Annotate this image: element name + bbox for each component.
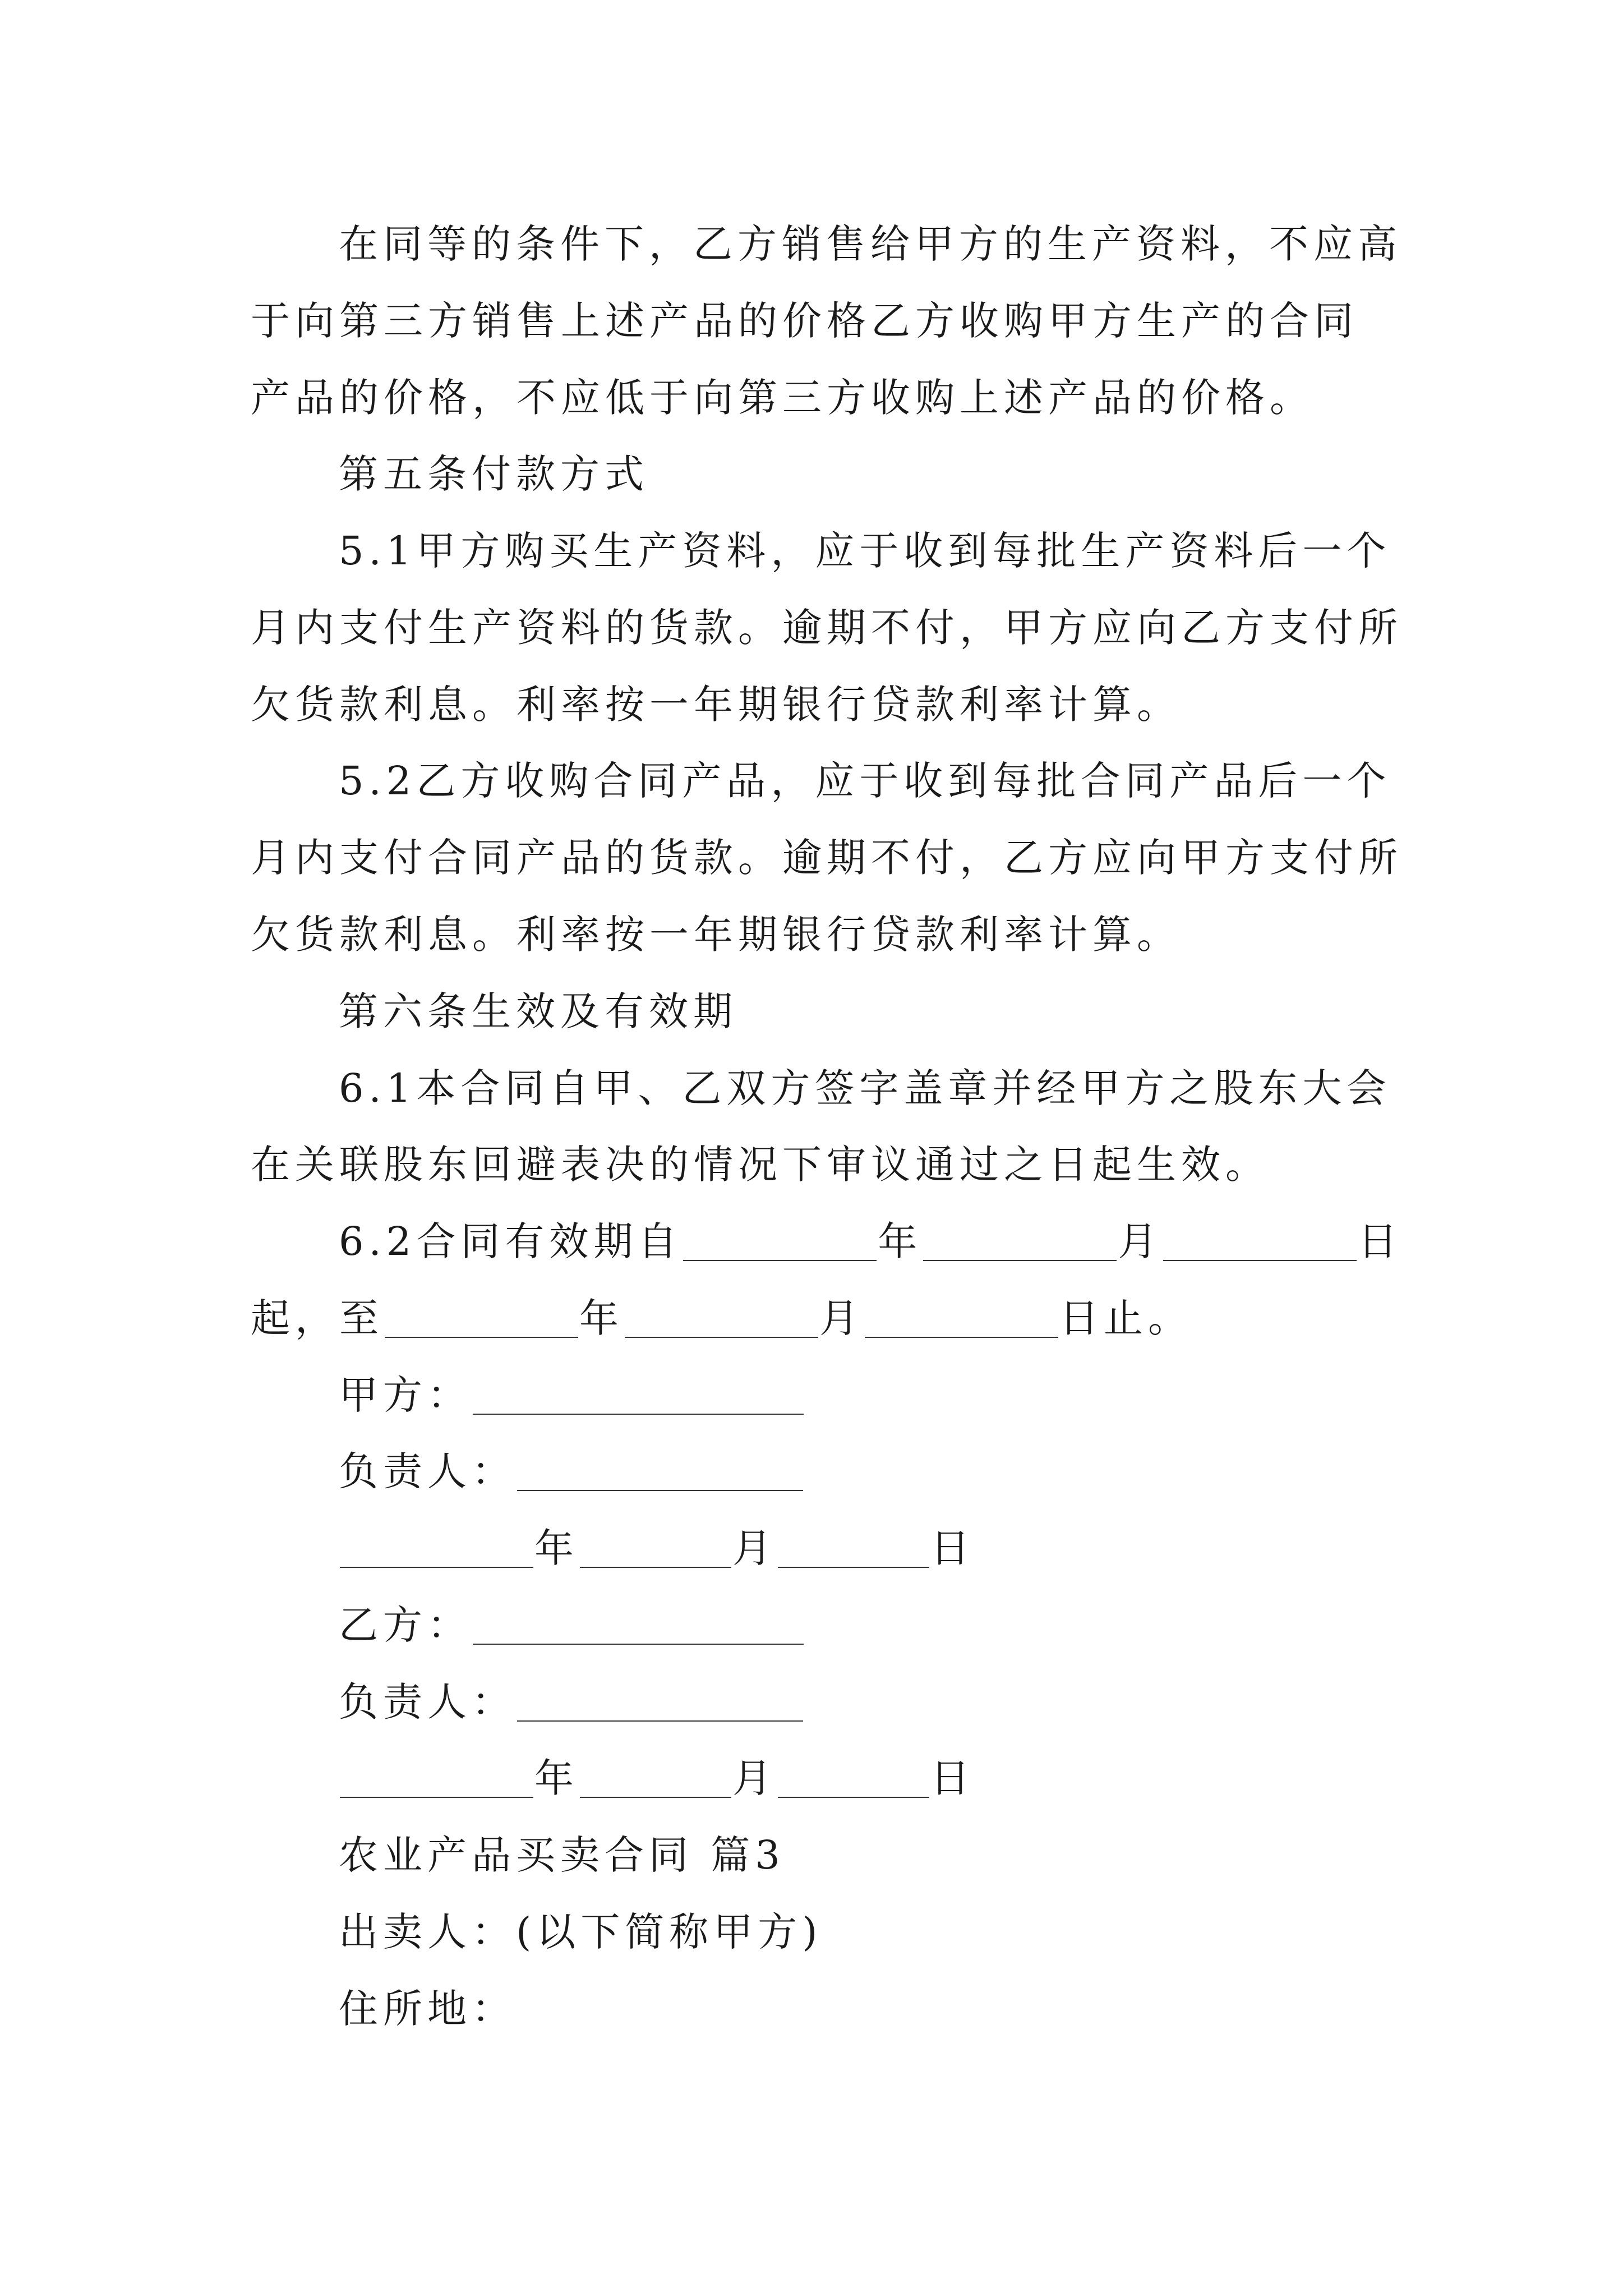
party-b-label: 乙方： [339,1602,472,1648]
start-year-label: 年 [878,1218,923,1264]
clause-6-2-prefix: 6.2合同有效期自 [339,1218,683,1264]
clause-5-1-line-1: 5.1甲方购买生产资料，应于收到每批生产资料后一个 [339,528,1391,574]
clause-5-1-line-3: 欠货款利息。利率按一年期银行贷款利率计算。 [251,682,1181,728]
clause-6-2-line-1 [339,1218,1403,1264]
clause-5-1-line-2: 月内支付生产资料的货款。逾期不付，甲方应向乙方支付所 [251,605,1403,651]
article-5-title: 第五条付款方式 [339,451,649,497]
end-day-blank [865,1302,1058,1338]
start-day-label: 日 [1358,1218,1403,1264]
party-b-date-line [339,1755,975,1801]
party-b-year-label: 年 [534,1755,579,1801]
clause-6-1-line-2: 在关联股东回避表决的情况下审议通过之日起生效。 [251,1142,1270,1188]
party-b-month-blank [580,1762,731,1798]
party-a-blank [473,1379,804,1415]
party-b-blank [473,1609,804,1645]
party-a-month-blank [580,1532,731,1568]
party-b-rep-blank [517,1686,803,1722]
party-a-month-label: 月 [732,1525,777,1571]
party-a-date-line [339,1525,975,1571]
party-b-year-blank [340,1762,533,1798]
party-b-rep-label: 负责人： [339,1679,516,1725]
party-a-year-blank [340,1532,533,1568]
party-b-signature-line [339,1602,805,1648]
party-a-year-label: 年 [534,1525,579,1571]
party-a-rep-label: 负责人： [339,1448,516,1494]
party-b-day-label: 日 [930,1755,975,1801]
party-b-rep-line [339,1679,804,1725]
start-day-blank [1163,1225,1357,1261]
start-month-blank [923,1225,1117,1261]
end-day-suffix: 日止。 [1059,1295,1192,1341]
start-year-blank [683,1225,877,1261]
paragraph-price-line-3: 产品的价格，不应低于向第三方收购上述产品的价格。 [251,375,1314,421]
clause-6-2-to: 起，至 [251,1295,384,1341]
end-month-label: 月 [819,1295,864,1341]
party-b-day-blank [778,1762,929,1798]
section-3-title: 农业产品买卖合同 篇3 [339,1832,785,1878]
clause-5-2-line-3: 欠货款利息。利率按一年期银行贷款利率计算。 [251,912,1181,958]
party-a-rep-line [339,1448,804,1494]
end-month-blank [625,1302,818,1338]
party-a-signature-line [339,1372,805,1418]
clause-6-2-line-2 [251,1295,1192,1341]
article-6-title: 第六条生效及有效期 [339,988,737,1034]
start-month-label: 月 [1118,1218,1163,1264]
party-a-day-label: 日 [930,1525,975,1571]
end-year-blank [385,1302,578,1338]
clause-5-2-line-2: 月内支付合同产品的货款。逾期不付，乙方应向甲方支付所 [251,835,1403,881]
paragraph-price-line-1: 在同等的条件下，乙方销售给甲方的生产资料，不应高 [339,221,1402,267]
party-a-label: 甲方： [339,1372,472,1418]
clause-5-2-line-1: 5.2乙方收购合同产品，应于收到每批合同产品后一个 [339,758,1391,804]
party-a-day-blank [778,1532,929,1568]
party-a-rep-blank [517,1455,803,1491]
clause-6-1-line-1: 6.1本合同自甲、乙双方签字盖章并经甲方之股东大会 [339,1065,1391,1111]
paragraph-price-line-2: 于向第三方销售上述产品的价格乙方收购甲方生产的合同 [251,298,1358,344]
seller-line: 出卖人：(以下简称甲方) [339,1909,823,1955]
address-line: 住所地： [339,1986,516,2032]
end-year-label: 年 [579,1295,624,1341]
party-b-month-label: 月 [732,1755,777,1801]
